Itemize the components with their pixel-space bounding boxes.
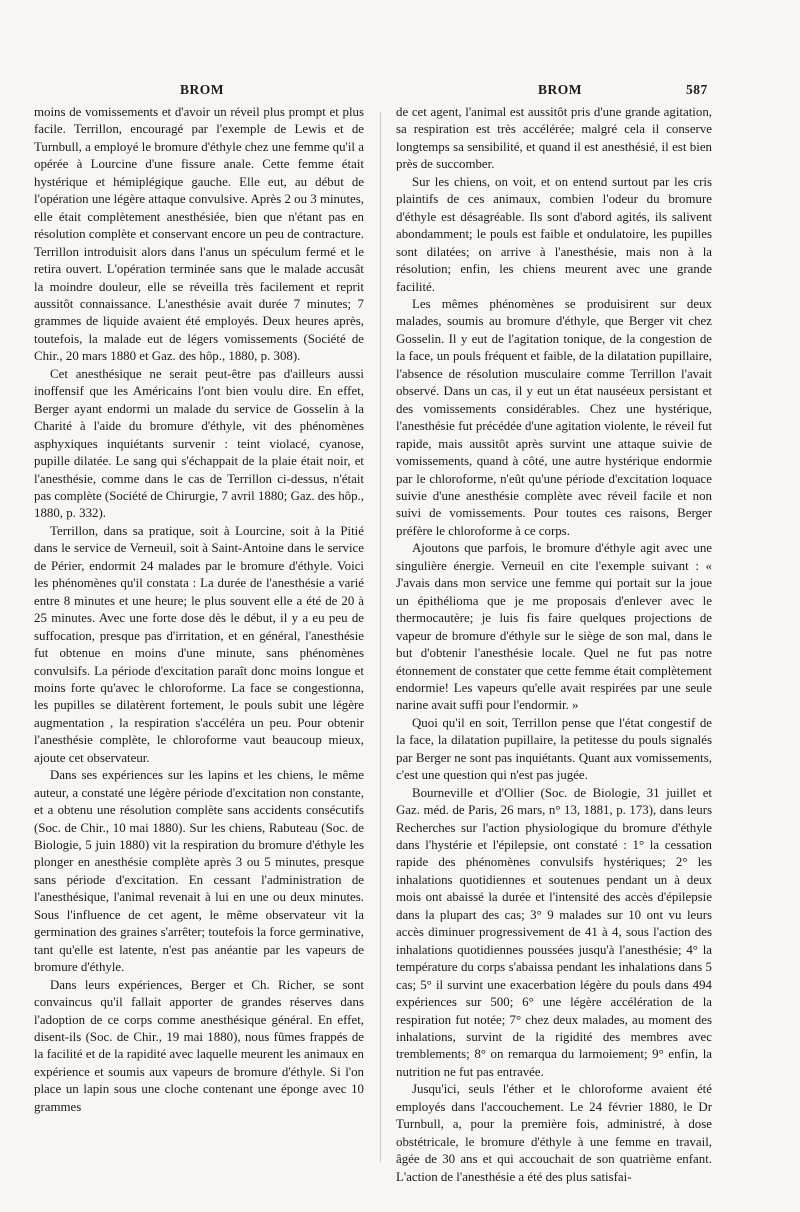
paragraph-l2: Cet anesthésique ne serait peut-être pas d'ailleurs aussi inoffensif que les Américains l'ont bien voulu dire. En effet, Berger ayant endormi un malade du service de Gosselin à la Charité à l'aide du bromure d'éthyle, vit des phénomènes asphyxiques inquiétants survenir : teint violacé, cyanose, pupille dilatée. Le sang qui s'échappait de la plaie était noir, et l'anesthésie, comme dans le cas de Terrillon ci-dessus, n'était pas complète (Société de Chirurgie, 7 avril 1880; Gaz. des hôp., 1880, p. 332).: [34, 366, 364, 521]
paragraph-r1: de cet agent, l'animal est aussitôt pris d'une grande agitation, sa respiration est très accélérée; malgré cela il conserve longtemps sa sensibilité, et quand il est anesthésié, il est bien près de succomber.: [396, 105, 712, 172]
right-column: [396, 104, 712, 1186]
paragraph-l1: moins de vomissements et d'avoir un réveil plus prompt et plus facile. Terrillon, encouragé par l'exemple de Lewis et de Turnbull, a employé le bromure d'éthyle chez une femme qu'il a opérée à Lourcine d'une fissure anale. Cette femme était hystérique et hémiplégique gauche. Elle eut, au début de l'opération une légère attaque convulsive. Après 2 ou 3 minutes, elle était complètement anesthésiée, bien que n'étant pas en résolution complète et conservant encore un peu de contracture. Terrillon introduisit alors dans l'anus un spéculum fermé et le retira ouvert. L'opération terminée sans que le malade accusât la moindre douleur, elle se réveilla très facilement et reprit aussitôt connaissance. L'anesthésie avait durée 7 minutes; 7 grammes de liquide avaient été employés. Deux heures après, toutefois, la malade eut de légers vomissements (Société de Chir., 20 mars 1880 et Gaz. des hôp., 1880, p. 308).: [34, 105, 364, 364]
paragraph-l5: Dans leurs expériences, Berger et Ch. Richer, se sont convaincus qu'il fallait apporter de grandes réserves dans l'adoption de ce corps comme anesthésique général. En effet, disent-ils (Soc. de Chir., 19 mai 1880), nous fûmes frappés de la facilité et de la rapidité avec laquelle meurent les animaux en expérience et soumis aux vapeurs de bromure d'éthyle. Si l'on place un lapin sous une cloche contenant une éponge avec 10 grammes: [34, 977, 364, 1114]
paragraph-l3: Terrillon, dans sa pratique, soit à Lourcine, soit à la Pitié dans le service de Verneuil, soit à Saint-Antoine dans le service de Périer, endormit 24 malades par le bromure d'éthyle. Voici les phénomènes qu'il constata : La durée de l'anesthésie a varié entre 8 minutes et une heure; le plus souvent elle a été de 20 à 25 minutes. Avec une forte dose dès le début, il y a eu peu de suffocation, presque pas d'irritation, et en général, l'anesthésie fut obtenue en moins d'une minute, sans phénomènes convulsifs. La période d'excitation paraît donc moins longue et moins forte qu'avec le chloroforme. La face se congestionna, les pupilles se dilatèrent fortement, le pouls subit une légère augmentation , la respiration s'accéléra un peu. Pour obtenir l'anesthésie complète, le chloroforme vaut beaucoup mieux, ajoute cet observateur.: [34, 523, 364, 765]
paragraph-r6: Bourneville et d'Ollier (Soc. de Biologie, 31 juillet et Gaz. méd. de Paris, 26 mars, n° 13, 1881, p. 173), dans leurs Recherches sur l'action physiologique du bromure d'éthyle dans l'hystérie et l'épilepsie, ont constaté : 1° la cessation rapide des phénomènes convulsifs hystériques; 2° les inhalations quotidiennes et soutenues pendant un à deux mois ont abaissé la durée et l'intensité des accès d'épilepsie dans la plupart des cas; 3° 9 malades sur 10 ont vu leurs accès diminuer progressivement de 41 à 4, sous l'action des inhalations quotidiennes poussées jusqu'à l'anesthésie; 4° la température du corps s'abaissa pendant les inhalations dans 5 cas; 5° il survint une exacerbation légère du pouls dans 494 expériences sur 500; 6° une légère accélération de la respiration fut notée; 7° chez deux malades, au moment des inhalations, survint de la rigidité des membres avec tremblements; 8° on remarqua du larmoiement; 9° enfin, la nutrition ne fut pas entravée.: [396, 785, 712, 1079]
paragraph-r2: Sur les chiens, on voit, et on entend surtout par les cris plaintifs de ces animaux, combien l'odeur du bromure d'éthyle est désagréable. Ils sont d'abord agités, ils salivent abondamment; le pouls est faible et ondulatoire, les pupilles sont dilatées; on arrive à l'anesthésie, mais non à la résolution; enfin, les chiens meurent avec une grande facilité.: [396, 174, 712, 294]
column-divider: [380, 112, 381, 1162]
page-number: 587: [686, 82, 708, 97]
running-header: [0, 82, 800, 102]
left-page-title: BROM: [180, 82, 224, 97]
paragraph-r3: Les mêmes phénomènes se produisirent sur deux malades, soumis au bromure d'éthyle, que Berger vit chez Gosselin. Il y eut de l'agitation tonique, de la congestion de la face, un pouls fréquent et faible, de la dilatation pupillaire, l'absence de résolution musculaire comme Terrillon l'avait observé. Dans un cas, il y eut un état nauséeux persistant et des vomissements considérables. Chez une hystérique, l'anesthésie fut précédée d'une agitation violente, le réveil fut rapide, mais aussitôt après survint une attaque suivie de vomissements, quand à côté, une autre hystérique endormie par le chloroforme, n'eût qu'une période d'excitation loquace suivie d'une anesthésie complète avec réveil facile et non suivi de vomissements. Pour toutes ces raisons, Berger préfère le chloroforme à ce corps.: [396, 296, 712, 538]
paragraph-l4: Dans ses expériences sur les lapins et les chiens, le même auteur, a constaté une légère période d'excitation non constante, et a obtenu une résolution complète sans accidents consécutifs (Soc. de Chir., 10 mai 1880). Sur les chiens, Rabuteau (Soc. de Biologie, 5 juin 1880) vit la respiration du bromure d'éthyle les plonger en anesthésie complète après 3 ou 5 minutes, presque sans période d'excitation. En cessant l'administration de l'anesthésique, l'animal revenait à lui en une ou deux minutes. Sous l'influence de cet agent, le même observateur vit la germination des graines s'arrêter; toutefois la force germinative, tant qu'elle est latente, n'est pas anéantie par les vapeurs de bromure d'éthyle.: [34, 768, 364, 975]
right-page-title: BROM: [538, 82, 582, 97]
left-column: [34, 104, 364, 1116]
paragraph-r7: Jusqu'ici, seuls l'éther et le chloroforme avaient été employés dans l'accouchement. Le 24 février 1880, le Dr Turnbull, a, pour la première fois, administré, à dose obstétricale, le bromure d'éthyle à une femme en travail, âgée de 30 ans et qui accouchait de son quatrième enfant. L'action de l'anesthésie a été des plus satisfai-: [396, 1082, 712, 1184]
paragraph-r4: Ajoutons que parfois, le bromure d'éthyle agit avec une singulière énergie. Verneuil en cite l'exemple suivant : « J'avais dans mon service une femme qui portait sur la joue un épithélioma que je me proposais d'enlever avec le thermocautère; je luis fis faire quelques projections de vapeur de bromure d'éthyle sur le siège de son mal, dans le but d'obtenir l'anesthésie locale. Quel ne fut pas notre étonnement de constater que cette femme était complètement endormie! Les vapeurs qu'elle avait respirées par une seule narine avait suffi pour l'endormir. »: [396, 541, 712, 713]
paragraph-r5: Quoi qu'il en soit, Terrillon pense que l'état congestif de la face, la dilatation pupillaire, la petitesse du pouls signalés par Berger ne sont pas inquiétants. Quant aux vomissements, c'est une question qui n'est pas jugée.: [396, 715, 712, 783]
